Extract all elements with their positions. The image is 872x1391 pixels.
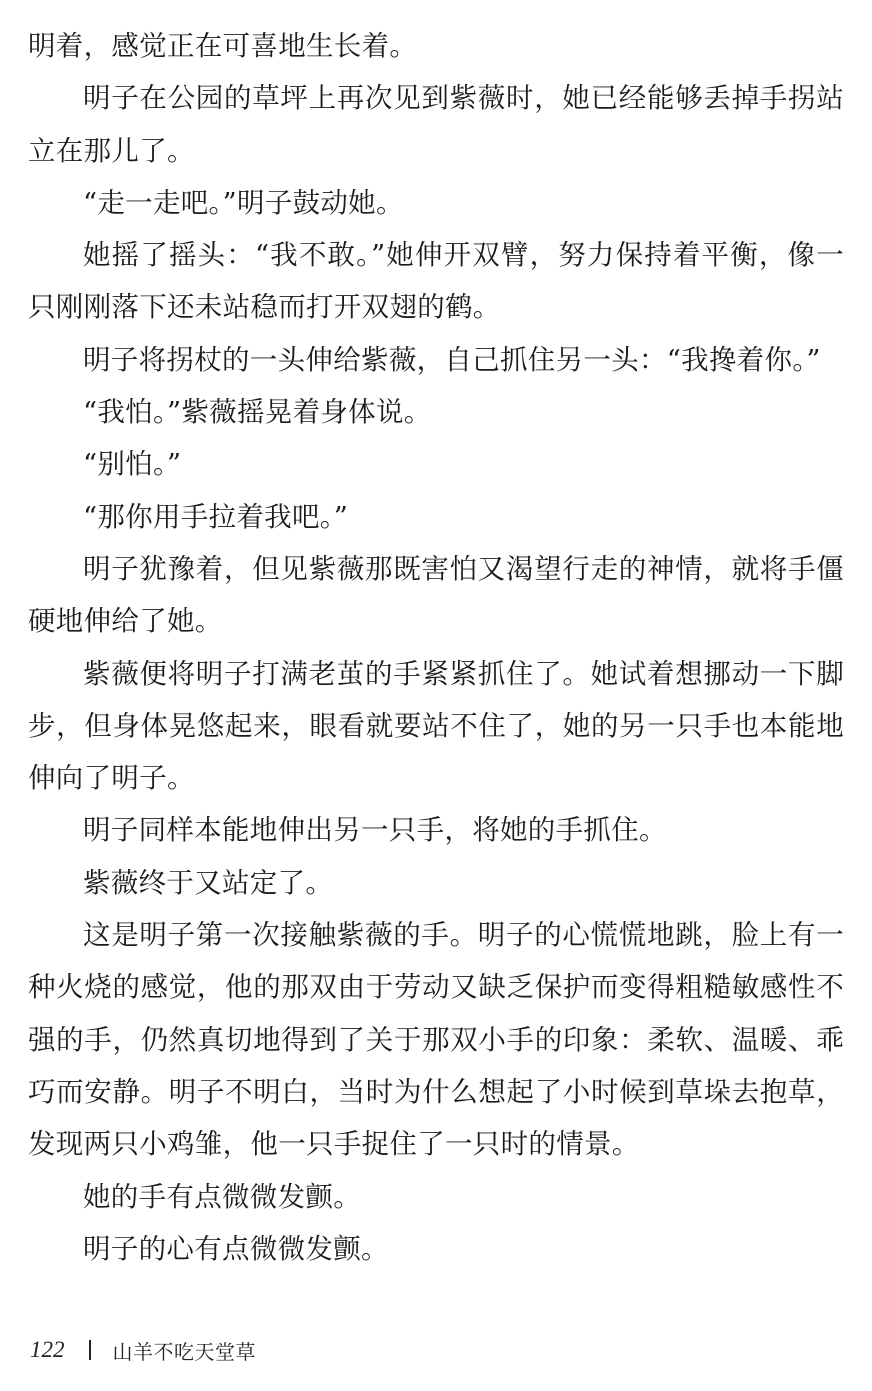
paragraph: 紫薇终于又站定了。 xyxy=(83,866,334,899)
paragraph: 明着，感觉正在可喜地生长着。 xyxy=(28,30,418,62)
paragraph: 明子将拐杖的一头伸给紫薇，自己抓住另一头：“我搀着你。” xyxy=(83,343,821,376)
paragraph: 明子同样本能地伸出另一只手，将她的手抓住。 xyxy=(83,814,667,847)
paragraph: “那你用手拉着我吧。” xyxy=(83,500,349,533)
page-body xyxy=(28,20,844,1275)
paragraph: 明子犹豫着，但见紫薇那既害怕又渴望行走的神情，就将手僵硬地伸给了她。 xyxy=(28,552,844,638)
paragraph: “走一走吧。”明子鼓动她。 xyxy=(83,186,404,219)
paragraph: 明子在公园的草坪上再次见到紫薇时，她已经能够丢掉手拐站立在那儿了。 xyxy=(28,82,844,167)
page-number: 122 xyxy=(30,1337,65,1362)
page-footer xyxy=(30,1334,256,1366)
paragraph: 她摇了摇头：“我不敢。”她伸开双臂，努力保持着平衡，像一只刚刚落下还未站稳而打开双翅的鹤。 xyxy=(28,239,844,324)
paragraph: 这是明子第一次接触紫薇的手。明子的心慌慌地跳，脸上有一种火烧的感觉，他的那双由于劳动又缺乏保护而变得粗糙敏感性不强的手，仍然真切地得到了关于那双小手的印象：柔软、温暖、乖巧而安静。明子不明白，当时为什么想起了小时候到草垛去抱草，发现两只小鸡雏，他一只手捉住了一只时的情景。 xyxy=(28,919,844,1161)
paragraph: 她的手有点微微发颤。 xyxy=(83,1180,361,1213)
book-title: 山羊不吃天堂草 xyxy=(112,1339,256,1364)
footer-divider xyxy=(89,1340,91,1360)
paragraph: “我怕。”紫薇摇晃着身体说。 xyxy=(83,396,432,429)
paragraph: 明子的心有点微微发颤。 xyxy=(83,1232,389,1265)
paragraph: 紫薇便将明子打满老茧的手紧紧抓住了。她试着想挪动一下脚步，但身体晃悠起来，眼看就要站不住了，她的另一只手也本能地伸向了明子。 xyxy=(28,657,844,795)
paragraph: “别怕。” xyxy=(83,448,182,481)
